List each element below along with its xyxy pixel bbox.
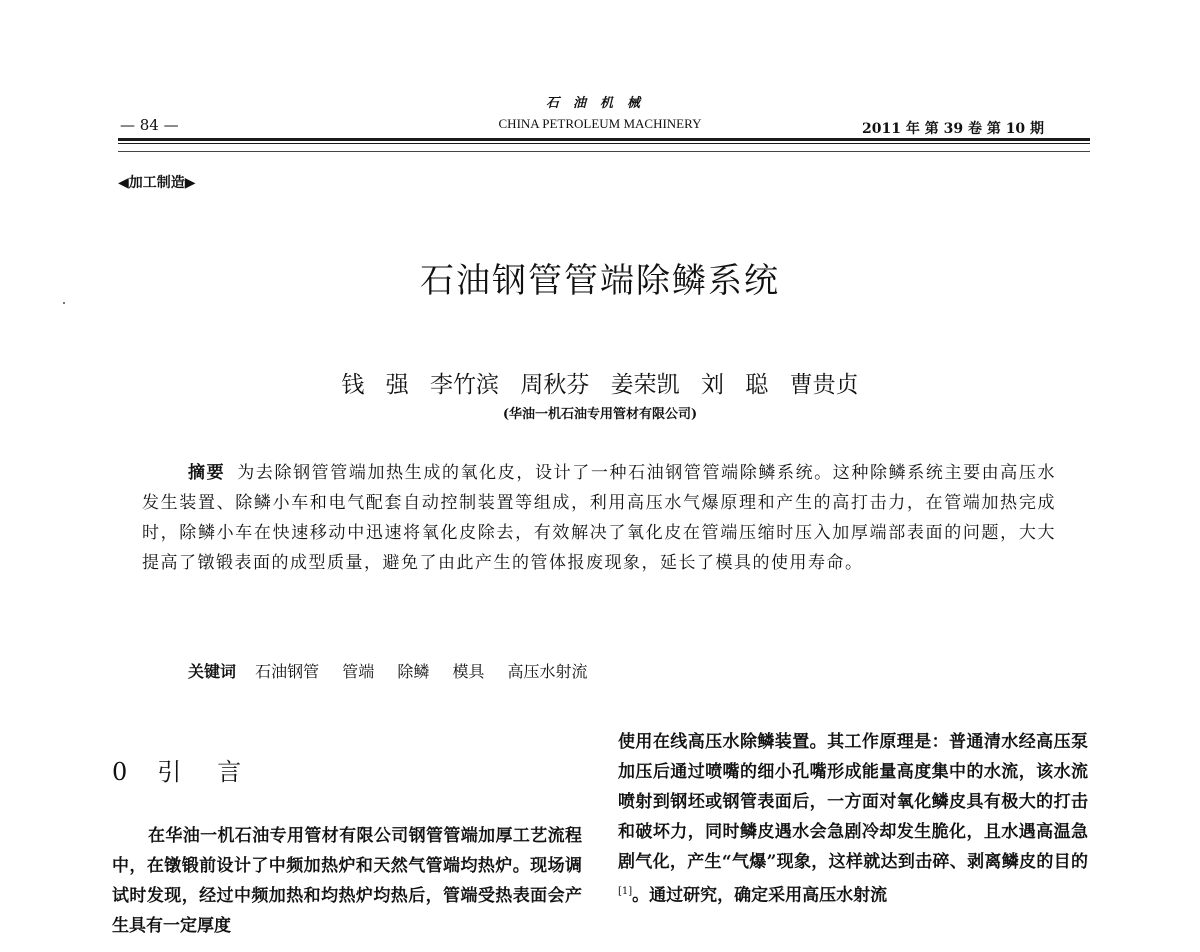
abstract-label: 摘要	[188, 463, 226, 483]
journal-title-en: CHINA PETROLEUM MACHINERY	[498, 116, 702, 131]
section-tag: ◀加工制造▶	[118, 175, 196, 191]
journal-title-cn: 石油机械	[545, 96, 654, 111]
citation-ref: [1]	[618, 886, 633, 897]
abstract-text: 为去除钢管管端加热生成的氧化皮，设计了一种石油钢管管端除鳞系统。这种除鳞系统主要由高压水发生装置、除鳞小车和电气配套自动控制装置等组成，利用高压水气爆原理和产生的高打击力，在管端加热完成时，除鳞小车在快速移动中迅速将氧化皮除去，有效解决了氧化皮在管端压缩时压入加厚端部表面的问题，大大提高了镦锻表面的成型质量，避免了由此产生的管体报废现象，延长了模具的使用寿命。	[142, 463, 1057, 573]
section-number: 0	[112, 758, 128, 786]
scan-speck	[63, 302, 65, 304]
keyword: 高压水射流	[507, 662, 588, 681]
issue-info: 2011 年 第 39 卷 第 10 期	[862, 121, 1045, 137]
article-title: 石油钢管管端除鳞系统	[420, 261, 780, 301]
header-rule-thick	[118, 138, 1090, 141]
right-column-tail: 。通过研究，确定采用高压水射流	[632, 885, 888, 906]
abstract	[142, 458, 1056, 578]
keyword: 模具	[452, 662, 485, 681]
author-list: 钱 强 李竹滨 周秋芬 姜荣凯 刘 聪 曹贵贞	[341, 372, 859, 398]
right-column-text	[618, 727, 1088, 911]
header-rule-bottom	[118, 151, 1090, 152]
keyword: 除鳞	[397, 662, 430, 681]
section-heading	[112, 752, 277, 787]
left-column-text: 在华油一机石油专用管材有限公司钢管管端加厚工艺流程中，在镦锻前设计了中频加热炉和天然气管端均热炉。现场调试时发现，经过中频加热和均热炉均热后，管端受热表面会产生具有一定厚度	[112, 826, 582, 936]
keywords	[188, 659, 606, 682]
keyword: 石油钢管	[255, 662, 320, 681]
affiliation: (华油一机石油专用管材有限公司)	[502, 407, 698, 422]
section-title: 引言	[157, 758, 278, 786]
right-column-body: 使用在线高压水除鳞装置。其工作原理是：普通清水经高压泵加压后通过喷嘴的细小孔嘴形成能量高度集中的水流，该水流喷射到钢坯或钢管表面后，一方面对氧化鳞皮具有极大的打击和破坏力，同时鳞皮遇水会急剧冷却发生脆化，且水遇高温急剧气化，产生“气爆”现象，这样就达到击碎、剥离鳞皮的目的	[618, 732, 1088, 872]
page-number: — 84 —	[120, 116, 179, 134]
keyword: 管端	[342, 662, 375, 681]
header-rule-thin	[118, 143, 1090, 144]
keywords-label: 关键词	[188, 662, 237, 681]
